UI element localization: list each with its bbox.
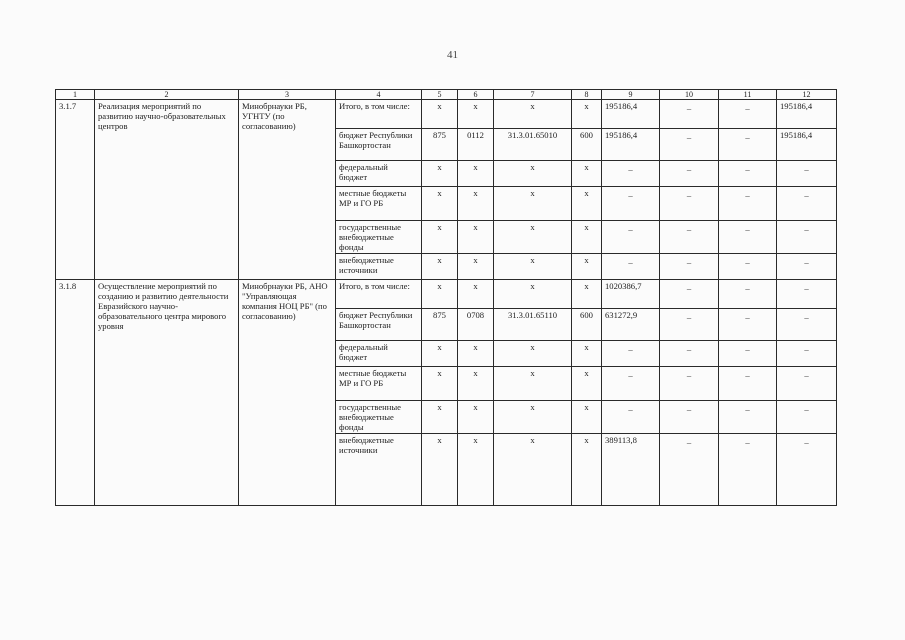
value-cell-c11: _ bbox=[719, 434, 777, 506]
value-cell-c6: x bbox=[458, 221, 494, 254]
value-cell-c5: x bbox=[422, 221, 458, 254]
funding-source: Итого, в том числе: bbox=[336, 280, 422, 309]
value-cell-c5: x bbox=[422, 187, 458, 221]
value-cell-c11: _ bbox=[719, 367, 777, 401]
value-cell-c8: x bbox=[572, 254, 602, 280]
value-cell-c7: x bbox=[494, 221, 572, 254]
item-number: 3.1.8 bbox=[56, 280, 95, 506]
value-cell-c9: _ bbox=[602, 161, 660, 187]
column-number-header: 12 bbox=[777, 90, 837, 100]
column-number-header: 1 bbox=[56, 90, 95, 100]
value-cell-c8: x bbox=[572, 367, 602, 401]
value-cell-c7: x bbox=[494, 187, 572, 221]
executor: Минобрнауки РБ, УГНТУ (по согласованию) bbox=[239, 100, 336, 280]
value-cell-c6: x bbox=[458, 341, 494, 367]
funding-source: федеральный бюджет bbox=[336, 161, 422, 187]
value-cell-c8: x bbox=[572, 187, 602, 221]
value-cell-c8: 600 bbox=[572, 309, 602, 341]
value-cell-c9: _ bbox=[602, 187, 660, 221]
column-number-header: 9 bbox=[602, 90, 660, 100]
value-cell-c11: _ bbox=[719, 187, 777, 221]
value-cell-c6: x bbox=[458, 280, 494, 309]
value-cell-c6: 0112 bbox=[458, 129, 494, 161]
value-cell-c9: 389113,8 bbox=[602, 434, 660, 506]
value-cell-c5: x bbox=[422, 434, 458, 506]
value-cell-c11: _ bbox=[719, 129, 777, 161]
value-cell-c11: _ bbox=[719, 221, 777, 254]
funding-source: Итого, в том числе: bbox=[336, 100, 422, 129]
value-cell-c8: x bbox=[572, 401, 602, 434]
value-cell-c5: x bbox=[422, 254, 458, 280]
funding-source: местные бюджеты МР и ГО РБ bbox=[336, 187, 422, 221]
page-number: 41 bbox=[447, 49, 458, 61]
value-cell-c5: x bbox=[422, 100, 458, 129]
value-cell-c7: x bbox=[494, 341, 572, 367]
value-cell-c9: 1020386,7 bbox=[602, 280, 660, 309]
value-cell-c6: x bbox=[458, 187, 494, 221]
column-number-header: 5 bbox=[422, 90, 458, 100]
value-cell-c11: _ bbox=[719, 254, 777, 280]
value-cell-c11: _ bbox=[719, 309, 777, 341]
value-cell-c10: _ bbox=[660, 280, 719, 309]
value-cell-c12: _ bbox=[777, 434, 837, 506]
value-cell-c10: _ bbox=[660, 401, 719, 434]
value-cell-c9: _ bbox=[602, 341, 660, 367]
value-cell-c9: 195186,4 bbox=[602, 129, 660, 161]
budget-table bbox=[55, 89, 837, 506]
value-cell-c12: _ bbox=[777, 367, 837, 401]
table-row bbox=[56, 100, 837, 129]
value-cell-c10: _ bbox=[660, 367, 719, 401]
funding-source: внебюджетные источники bbox=[336, 254, 422, 280]
value-cell-c8: x bbox=[572, 221, 602, 254]
value-cell-c10: _ bbox=[660, 129, 719, 161]
value-cell-c8: x bbox=[572, 100, 602, 129]
value-cell-c6: x bbox=[458, 100, 494, 129]
funding-source: внебюджетные источники bbox=[336, 434, 422, 506]
value-cell-c9: 195186,4 bbox=[602, 100, 660, 129]
value-cell-c11: _ bbox=[719, 161, 777, 187]
value-cell-c11: _ bbox=[719, 401, 777, 434]
value-cell-c8: x bbox=[572, 161, 602, 187]
value-cell-c6: x bbox=[458, 254, 494, 280]
value-cell-c11: _ bbox=[719, 341, 777, 367]
column-number-header: 3 bbox=[239, 90, 336, 100]
item-number: 3.1.7 bbox=[56, 100, 95, 280]
column-number-header: 8 bbox=[572, 90, 602, 100]
value-cell-c12: _ bbox=[777, 341, 837, 367]
value-cell-c6: x bbox=[458, 434, 494, 506]
value-cell-c10: _ bbox=[660, 161, 719, 187]
header-row bbox=[56, 90, 837, 100]
value-cell-c7: x bbox=[494, 280, 572, 309]
funding-source: государственные внебюджетные фонды bbox=[336, 401, 422, 434]
value-cell-c8: x bbox=[572, 341, 602, 367]
value-cell-c8: x bbox=[572, 434, 602, 506]
table-row bbox=[56, 280, 837, 309]
funding-source: местные бюджеты МР и ГО РБ bbox=[336, 367, 422, 401]
value-cell-c11: _ bbox=[719, 280, 777, 309]
value-cell-c12: 195186,4 bbox=[777, 129, 837, 161]
value-cell-c5: 875 bbox=[422, 309, 458, 341]
value-cell-c12: _ bbox=[777, 254, 837, 280]
value-cell-c12: 195186,4 bbox=[777, 100, 837, 129]
funding-source: бюджет Республики Башкортостан bbox=[336, 309, 422, 341]
value-cell-c7: x bbox=[494, 367, 572, 401]
value-cell-c12: _ bbox=[777, 309, 837, 341]
value-cell-c10: _ bbox=[660, 254, 719, 280]
value-cell-c7: x bbox=[494, 401, 572, 434]
value-cell-c6: 0708 bbox=[458, 309, 494, 341]
value-cell-c10: _ bbox=[660, 187, 719, 221]
column-number-header: 11 bbox=[719, 90, 777, 100]
funding-source: федеральный бюджет bbox=[336, 341, 422, 367]
value-cell-c7: x bbox=[494, 161, 572, 187]
value-cell-c10: _ bbox=[660, 100, 719, 129]
value-cell-c9: _ bbox=[602, 254, 660, 280]
value-cell-c12: _ bbox=[777, 161, 837, 187]
value-cell-c9: _ bbox=[602, 401, 660, 434]
value-cell-c9: _ bbox=[602, 221, 660, 254]
value-cell-c12: _ bbox=[777, 221, 837, 254]
column-number-header: 2 bbox=[95, 90, 239, 100]
value-cell-c10: _ bbox=[660, 221, 719, 254]
funding-source: бюджет Республики Башкортостан bbox=[336, 129, 422, 161]
value-cell-c5: x bbox=[422, 401, 458, 434]
value-cell-c10: _ bbox=[660, 434, 719, 506]
value-cell-c7: x bbox=[494, 434, 572, 506]
value-cell-c10: _ bbox=[660, 341, 719, 367]
value-cell-c11: _ bbox=[719, 100, 777, 129]
value-cell-c6: x bbox=[458, 401, 494, 434]
activity-name: Осуществление мероприятий по созданию и развитию деятельности Евразийского научно-образовательного центра мирового уровня bbox=[95, 280, 239, 506]
value-cell-c6: x bbox=[458, 161, 494, 187]
value-cell-c10: _ bbox=[660, 309, 719, 341]
column-number-header: 7 bbox=[494, 90, 572, 100]
value-cell-c12: _ bbox=[777, 280, 837, 309]
value-cell-c5: x bbox=[422, 280, 458, 309]
value-cell-c7: 31.3.01.65010 bbox=[494, 129, 572, 161]
value-cell-c5: x bbox=[422, 161, 458, 187]
activity-name: Реализация мероприятий по развитию научно-образовательных центров bbox=[95, 100, 239, 280]
value-cell-c8: x bbox=[572, 280, 602, 309]
column-number-header: 4 bbox=[336, 90, 422, 100]
executor: Минобрнауки РБ, АНО "Управляющая компания НОЦ РБ" (по согласованию) bbox=[239, 280, 336, 506]
value-cell-c7: 31.3.01.65110 bbox=[494, 309, 572, 341]
value-cell-c7: x bbox=[494, 254, 572, 280]
value-cell-c5: x bbox=[422, 367, 458, 401]
value-cell-c5: x bbox=[422, 341, 458, 367]
value-cell-c9: _ bbox=[602, 367, 660, 401]
value-cell-c7: x bbox=[494, 100, 572, 129]
funding-source: государственные внебюджетные фонды bbox=[336, 221, 422, 254]
value-cell-c6: x bbox=[458, 367, 494, 401]
value-cell-c5: 875 bbox=[422, 129, 458, 161]
value-cell-c12: _ bbox=[777, 187, 837, 221]
column-number-header: 6 bbox=[458, 90, 494, 100]
column-number-header: 10 bbox=[660, 90, 719, 100]
value-cell-c9: 631272,9 bbox=[602, 309, 660, 341]
value-cell-c12: _ bbox=[777, 401, 837, 434]
value-cell-c8: 600 bbox=[572, 129, 602, 161]
